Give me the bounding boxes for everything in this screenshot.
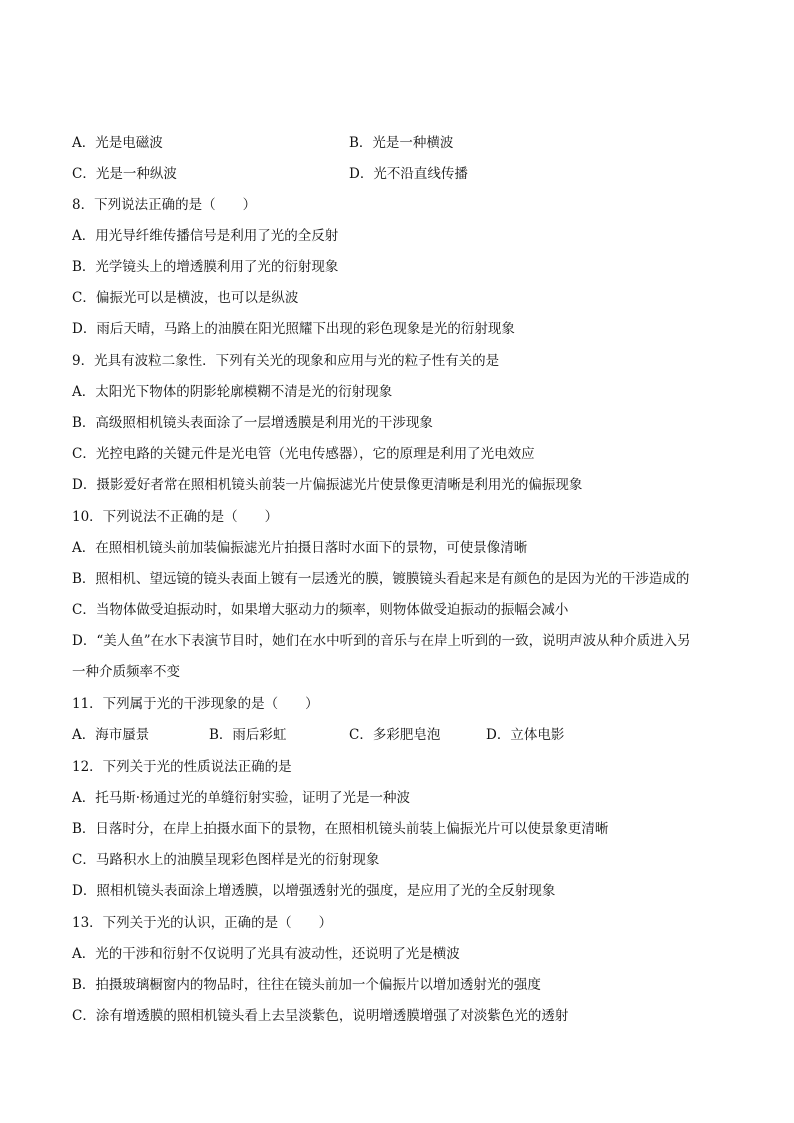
q10-option-c: C．当物体做受迫振动时，如果增大驱动力的频率，则物体做受迫振动的振幅会减小: [72, 602, 569, 618]
option-a: A．光是电磁波: [72, 135, 163, 151]
option-b: B．光是一种横波: [349, 135, 454, 151]
q11-option-a: A．海市蜃景: [72, 727, 150, 743]
q13-option-a: A．光的干涉和衍射不仅说明了光具有波动性，还说明了光是横波: [72, 946, 460, 962]
option-row: [72, 133, 453, 153]
q11-option-d: D．立体电影: [486, 727, 565, 743]
q13-option-c: C．涂有增透膜的照相机镜头看上去呈淡紫色，说明增透膜增强了对淡紫色光的透射: [72, 1008, 569, 1024]
question-9: 9．光具有波粒二象性．下列有关光的现象和应用与光的粒子性有关的是: [72, 353, 500, 369]
q9-option-c: C．光控电路的关键元件是光电管（光电传感器），它的原理是利用了光电效应: [72, 446, 535, 462]
q10-option-b: B．照相机、望远镜的镜头表面上镀有一层透光的膜，镀膜镜头看起来是有颜色的是因为光的干涉造成的: [72, 571, 690, 587]
q11-options: [72, 725, 564, 745]
q10-option-d: D．“美人鱼”在水下表演节目时，她们在水中听到的音乐与在岸上听到的一致，说明声波从种介质进入另: [72, 633, 691, 649]
q8-option-a: A．用光导纤维传播信号是利用了光的全反射: [72, 228, 339, 244]
q11-option-b: B．雨后彩虹: [209, 727, 287, 743]
q10-option-a: A．在照相机镜头前加装偏振滤光片拍摄日落时水面下的景物，可使景像清晰: [72, 540, 528, 556]
question-13: 13．下列关于光的认识，正确的是（ ）: [72, 915, 333, 931]
q12-option-d: D．照相机镜头表面涂上增透膜，以增强透射光的强度，是应用了光的全反射现象: [72, 883, 556, 899]
q13-option-b: B．拍摄玻璃橱窗内的物品时，往往在镜头前加一个偏振片以增加透射光的强度: [72, 977, 541, 993]
q8-option-b: B．光学镜头上的增透膜利用了光的衍射现象: [72, 259, 339, 275]
q12-option-b: B．日落时分，在岸上拍摄水面下的景物，在照相机镜头前装上偏振光片可以使景象更清晰: [72, 821, 609, 837]
q8-option-c: C．偏振光可以是横波，也可以是纵波: [72, 290, 299, 306]
q10-option-d-continued: 一种介质频率不变: [72, 664, 180, 680]
question-11: 11．下列属于光的干涉现象的是（ ）: [72, 696, 319, 712]
q12-option-c: C．马路积水上的油膜呈现彩色图样是光的衍射现象: [72, 852, 380, 868]
q9-option-b: B．高级照相机镜头表面涂了一层增透膜是利用光的干涉现象: [72, 415, 433, 431]
option-d: D．光不沿直线传播: [349, 166, 468, 182]
q9-option-a: A．太阳光下物体的阴影轮廓模糊不清是光的衍射现象: [72, 384, 393, 400]
q11-option-c: C．多彩肥皂泡: [349, 727, 441, 743]
option-row: [72, 164, 468, 184]
q9-option-d: D．摄影爱好者常在照相机镜头前装一片偏振滤光片使景像更清晰是利用光的偏振现象: [72, 477, 583, 493]
option-c: C．光是一种纵波: [72, 166, 177, 182]
q8-option-d: D．雨后天晴，马路上的油膜在阳光照耀下出现的彩色现象是光的衍射现象: [72, 321, 515, 337]
question-12: 12．下列关于光的性质说法正确的是: [72, 759, 292, 775]
q12-option-a: A．托马斯·杨通过光的单缝衍射实验，证明了光是一种波: [72, 790, 411, 806]
question-8: 8．下列说法正确的是（ ）: [72, 197, 257, 213]
question-10: 10．下列说法不正确的是（ ）: [72, 509, 279, 525]
